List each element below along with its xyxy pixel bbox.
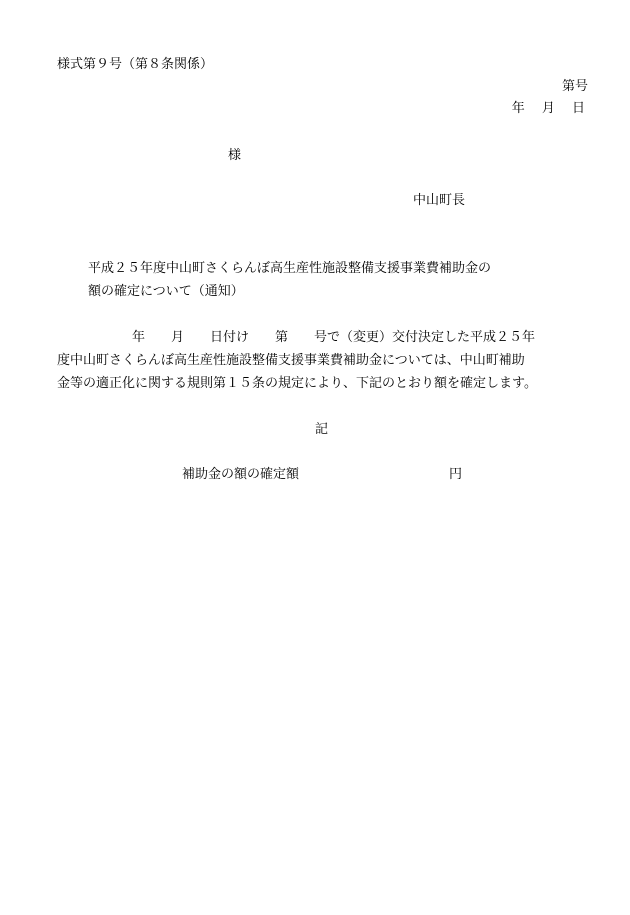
body-text-line-2: 度中山町さくらんぼ高生産性施設整備支援事業費補助金については、中山町補助 <box>57 353 525 368</box>
amount-label: 補助金の額の確定額 <box>182 467 300 482</box>
body-text-line-3: 金等の適正化に関する規則第１５条の規定により、下記のとおり額を確定します。 <box>57 376 537 391</box>
document-title-line-2: 額の確定について（通知） <box>88 284 244 299</box>
ki-heading: 記 <box>315 422 329 437</box>
body-text-line-1: 年 月 日付け 第 号で（変更）交付決定した平成２５年 <box>132 330 536 345</box>
form-number: 様式第９号（第８条関係） <box>57 57 214 72</box>
amount-unit: 円 <box>449 467 463 482</box>
addressee-suffix: 様 <box>228 148 242 163</box>
document-number: 第号 <box>561 79 588 94</box>
sender-name: 中山町長 <box>413 193 466 208</box>
document-date: 年 月 日 <box>511 101 585 116</box>
document-title-line-1: 平成２５年度中山町さくらんぼ高生産性施設整備支援事業費補助金の <box>88 261 492 276</box>
